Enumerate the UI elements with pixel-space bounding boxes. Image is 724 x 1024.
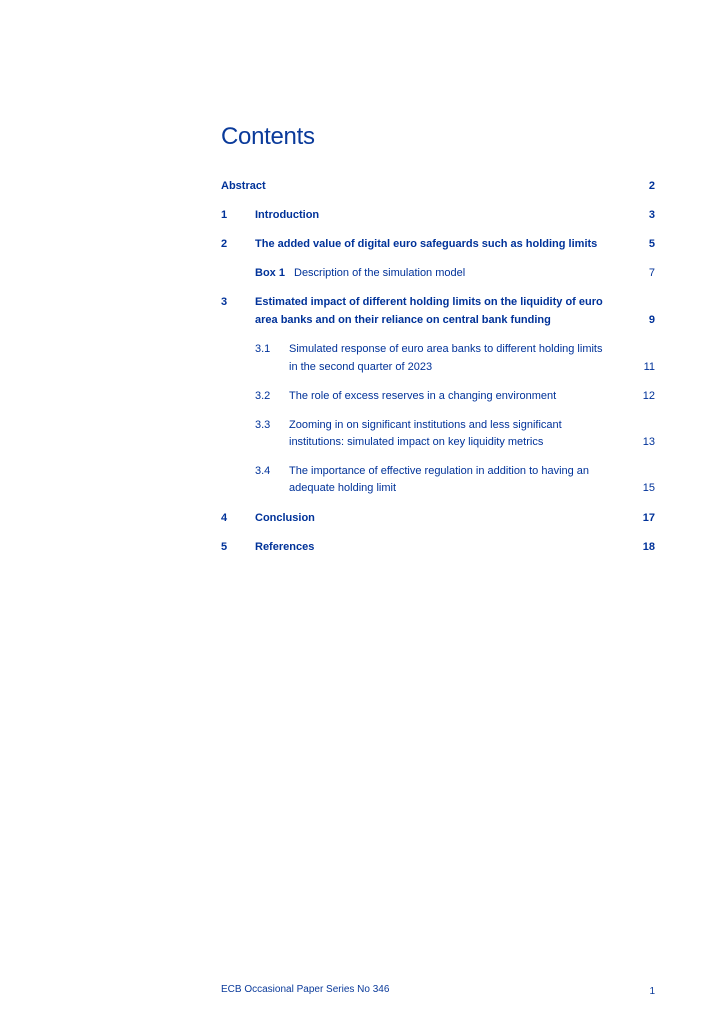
toc-ch5-page: 18 xyxy=(642,541,655,553)
toc-abstract-label: Abstract xyxy=(221,180,266,192)
toc-box1-number: Box 1 xyxy=(255,267,285,279)
toc-ch5-label: References xyxy=(255,541,315,553)
toc-ch1-label: Introduction xyxy=(255,209,320,221)
toc-s33-number: 3.3 xyxy=(255,419,271,431)
toc-box1-page: 7 xyxy=(648,267,655,279)
toc-ch3-page: 9 xyxy=(648,314,655,326)
toc-s34-label-line2: adequate holding limit xyxy=(289,482,397,494)
toc-ch1-page: 3 xyxy=(648,209,655,221)
toc-s31-label-line1: Simulated response of euro area banks to different holding limits xyxy=(289,343,603,355)
toc-s34-label-line1: The importance of effective regulation in addition to having an xyxy=(289,465,590,477)
toc-s33-label-line1: Zooming in on significant institutions and less significant xyxy=(289,419,562,431)
toc-ch3-label-line2: area banks and on their reliance on central bank funding xyxy=(255,314,551,326)
toc-s32-number: 3.2 xyxy=(255,390,271,402)
toc-s34-page: 15 xyxy=(642,482,655,494)
toc-s34-number: 3.4 xyxy=(255,465,271,477)
toc-s32-page: 12 xyxy=(642,390,655,402)
toc-ch2-page: 5 xyxy=(648,238,655,250)
toc-ch4-page: 17 xyxy=(642,512,655,524)
toc-s32-label: The role of excess reserves in a changing environment xyxy=(289,390,557,402)
toc-ch1-number: 1 xyxy=(221,209,228,221)
toc-s31-label-line2: in the second quarter of 2023 xyxy=(289,361,433,373)
toc-box1-label: Description of the simulation model xyxy=(294,267,466,279)
toc-s33-page: 13 xyxy=(642,436,655,448)
toc-ch5-number: 5 xyxy=(221,541,228,553)
toc-ch2-label: The added value of digital euro safeguards such as holding limits xyxy=(255,238,598,250)
toc-ch4-label: Conclusion xyxy=(255,512,315,524)
footer-page-number: 1 xyxy=(649,986,655,997)
toc-ch3-label-line1: Estimated impact of different holding limits on the liquidity of euro xyxy=(255,296,603,308)
toc-ch4-number: 4 xyxy=(221,512,228,524)
footer-series: ECB Occasional Paper Series No 346 xyxy=(221,984,390,995)
toc-s33-label-line2: institutions: simulated impact on key liquidity metrics xyxy=(289,436,544,448)
toc-s31-page: 11 xyxy=(643,361,655,373)
toc-abstract-page: 2 xyxy=(648,180,655,192)
page-title: Contents xyxy=(221,123,315,150)
toc-s31-number: 3.1 xyxy=(255,343,271,355)
toc-ch2-number: 2 xyxy=(221,238,228,250)
toc-ch3-number: 3 xyxy=(221,296,228,308)
